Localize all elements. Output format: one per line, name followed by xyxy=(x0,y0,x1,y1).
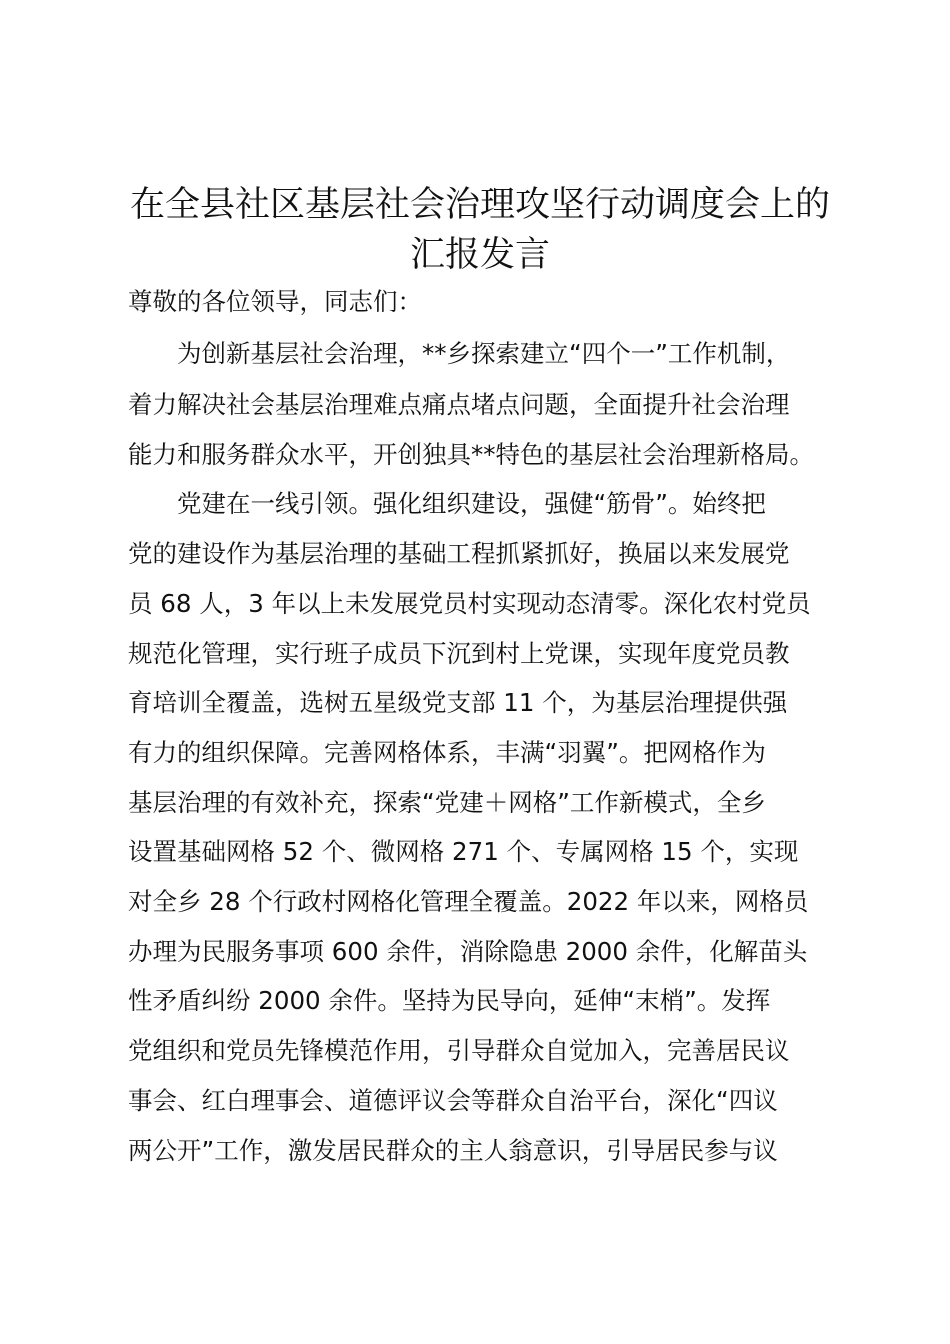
body-line: 有力的组织保障。完善网格体系，丰满“羽翼”。把网格作为 xyxy=(128,738,766,767)
body-line: 着力解决社会基层治理难点痛点堵点问题，全面提升社会治理 xyxy=(128,390,790,419)
body-line: 党建在一线引领。强化组织建设，强健“筋骨”。始终把 xyxy=(128,489,766,518)
document-title-line-1: 在全县社区基层社会治理攻坚行动调度会上的 xyxy=(129,185,830,225)
body-line: 办理为民服务事项 600 余件，消除隐患 2000 余件，化解苗头 xyxy=(128,937,808,966)
body-line: 育培训全覆盖，选树五星级党支部 11 个，为基层治理提供强 xyxy=(128,688,788,717)
body-line: 员 68 人，3 年以上未发展党员村实现动态清零。深化农村党员 xyxy=(128,589,811,618)
body-line: 两公开”工作，激发居民群众的主人翁意识，引导居民参与议 xyxy=(128,1136,778,1165)
body-line: 党组织和党员先锋模范作用，引导群众自觉加入，完善居民议 xyxy=(128,1036,790,1065)
body-line: 事会、红白理事会、道德评议会等群众自治平台，深化“四议 xyxy=(128,1086,778,1115)
document-title-line-2: 汇报发言 xyxy=(409,235,550,275)
body-line: 性矛盾纠纷 2000 余件。坚持为民导向，延伸“末梢”。发挥 xyxy=(128,986,771,1015)
salutation: 尊敬的各位领导，同志们： xyxy=(128,287,422,316)
body-line: 基层治理的有效补充，探索“党建＋网格”工作新模式，全乡 xyxy=(128,788,766,817)
body-line: 设置基础网格 52 个、微网格 271 个、专属网格 15 个，实现 xyxy=(128,837,799,866)
body-line: 党的建设作为基层治理的基础工程抓紧抓好，换届以来发展党 xyxy=(128,539,790,568)
body-line: 对全乡 28 个行政村网格化管理全覆盖。2022 年以来，网格员 xyxy=(128,887,809,916)
body-line: 能力和服务群众水平，开创独具**特色的基层社会治理新格局。 xyxy=(128,440,814,469)
body-line: 为创新基层社会治理，**乡探索建立“四个一”工作机制， xyxy=(128,339,791,368)
body-line: 规范化管理，实行班子成员下沉到村上党课，实现年度党员教 xyxy=(128,639,790,668)
